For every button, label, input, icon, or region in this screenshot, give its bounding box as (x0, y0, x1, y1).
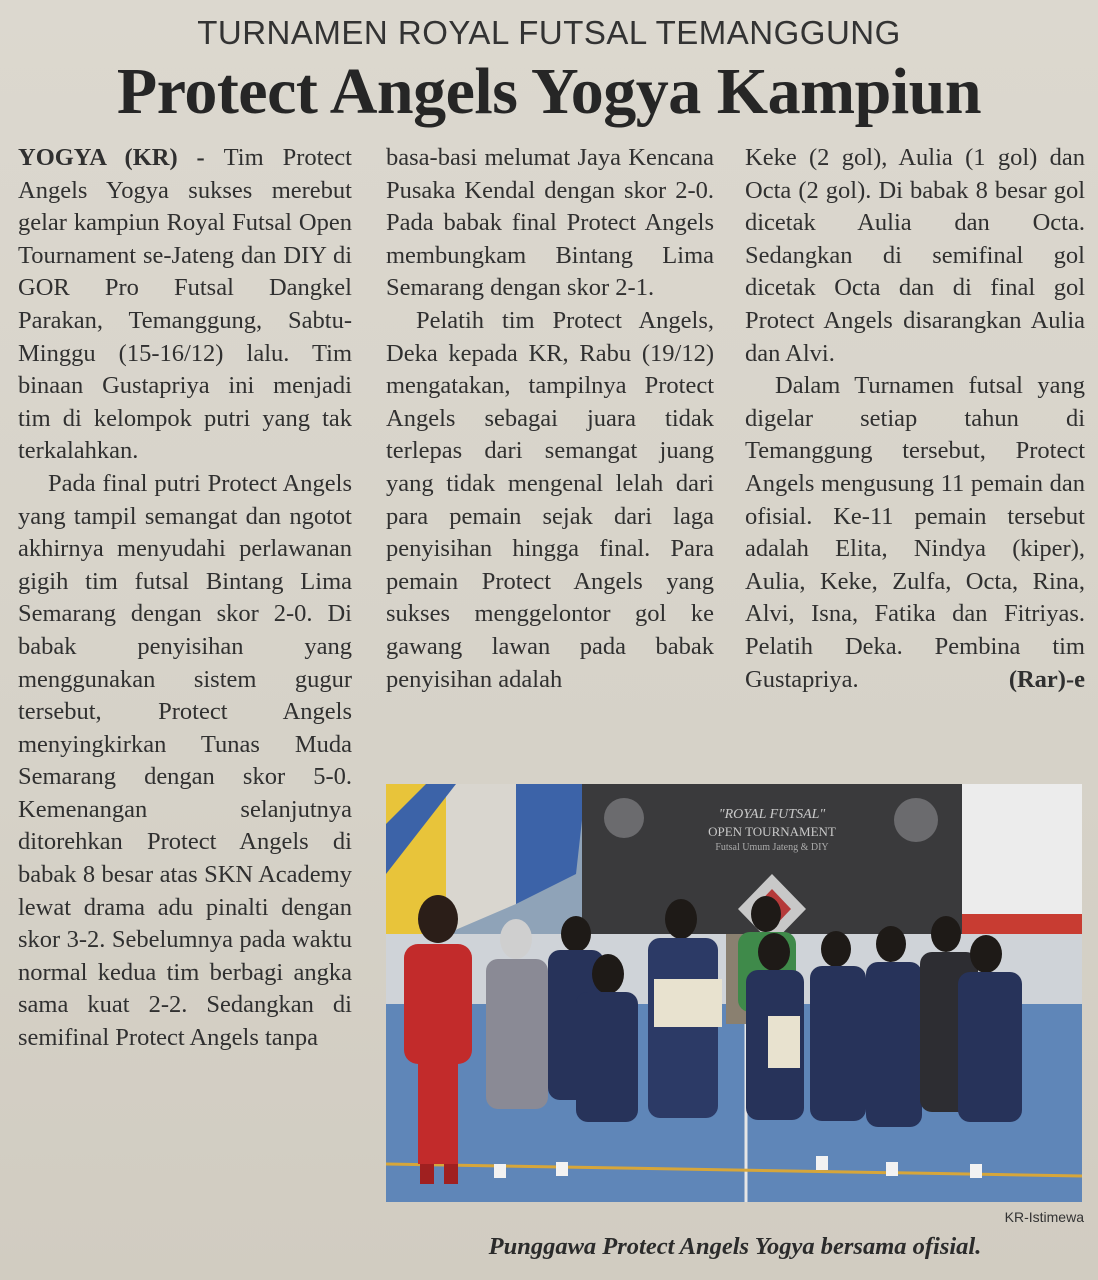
paragraph-6-text: Dalam Turnamen futsal yang digelar setiap tahun di Temanggung tersebut, Protect Angels mengusung 11 pemain dan ofisial. Ke-11 pemain tersebut adalah Elita, Nindya (kiper), Aulia, Keke, Zulfa, Octa, Rina, Alvi, Isna, Fatika dan Fitriyas. Pelatih Deka. Pembina tim Gustapriya. (745, 372, 1085, 693)
paragraph-1 (18, 142, 352, 468)
author-signature: (Rar)-e (1008, 665, 1085, 693)
paragraph-5: Keke (2 gol), Aulia (1 gol) dan Octa (2 gol). Di babak 8 besar gol dicetak Aulia dan Octa. Sedangkan di semifinal gol dicetak Octa dan di final gol Protect Angels disarangkan Aulia dan Alvi. (745, 144, 1085, 367)
banner-title: "ROYAL FUTSAL" (718, 807, 826, 822)
paragraph-6 (745, 370, 1085, 696)
article-column-3 (745, 142, 1085, 696)
banner-subtitle: OPEN TOURNAMENT (708, 824, 836, 839)
banner-caption: Futsal Umum Jateng & DIY (715, 842, 829, 853)
photo-caption: Punggawa Protect Angels Yogya bersama ofisial. (488, 1233, 982, 1260)
paragraph-4: Pelatih tim Protect Angels, Deka kepada KR, Rabu (19/12) mengatakan, tampilnya Protect Angels sebagai juara tidak terlepas dari semangat juang yang tidak mengenal lelah dari para pemain sejak dari laga penyisihan hingga final. Para pemain Protect Angels yang sukses menggelontor gol ke gawang lawan pada babak penyisihan adalah (386, 306, 714, 693)
team-photo-illustration (386, 784, 1082, 1202)
paragraph-2: Pada final putri Protect Angels yang tampil semangat dan ngotot akhirnya menyudahi perlawanan gigih tim futsal Bintang Lima Semarang dengan skor 2-0. Di babak penyisihan yang menggunakan sistem gugur tersebut, Protect Angels menyingkirkan Tunas Muda Semarang dengan skor 5-0. Kemenangan selanjutnya ditorehkan Protect Angels di babak 8 besar atas SKN Academy lewat drama adu pinalti dengan skor 3-2. Sebelumnya pada waktu normal kedua tim berbagi angka sama kuat 2-2. Sedangkan di semifinal Protect Angels tanpa (18, 469, 352, 1052)
article-kicker: TURNAMEN ROYAL FUTSAL TEMANGGUNG (197, 14, 901, 51)
photo-credit: KR-Istimewa (1004, 1209, 1084, 1225)
article-headline: Protect Angels Yogya Kampiun (116, 55, 982, 128)
dateline: YOGYA (KR) - (18, 144, 224, 171)
paragraph-3: basa-basi melumat Jaya Kencana Pusaka Kendal dengan skor 2-0. Pada babak final Protect Angels membungkam Bintang Lima Semarang dengan skor 2-1. (386, 144, 714, 302)
paragraph-1-text: Tim Protect Angels Yogya sukses merebut gelar kampiun Royal Futsal Open Tournament se-Jateng dan DIY di GOR Pro Futsal Dangkel Parakan, Temanggung, Sabtu-Minggu (15-16/12) lalu. Tim binaan Gustapriya ini menjadi tim di kelompok putri yang tak terkalahkan. (18, 144, 352, 465)
article-column-2 (386, 142, 714, 696)
team-photo (386, 784, 1082, 1202)
article-column-1 (18, 142, 352, 1055)
